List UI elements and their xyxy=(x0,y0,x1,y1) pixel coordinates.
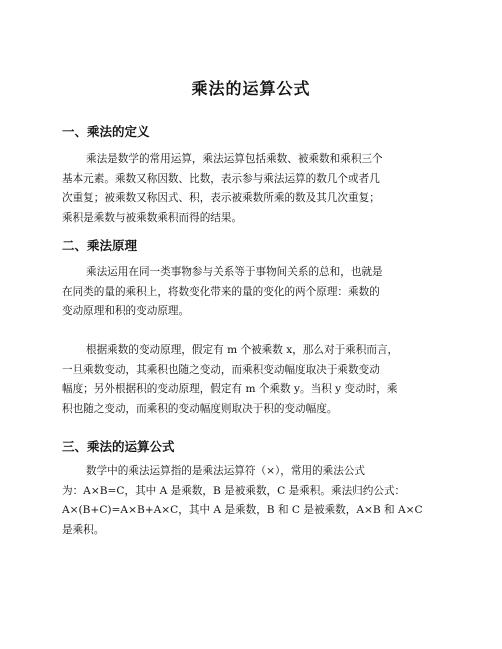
paragraph-line: 是乘积。 xyxy=(62,524,105,537)
paragraph-principle-1 xyxy=(62,263,440,322)
paragraph-line: 一旦乘数变动，其乘积也随之变动，而乘积变动幅度取决于乘数变动 xyxy=(62,363,380,376)
paragraph-principle-2 xyxy=(62,341,440,420)
paragraph-definition xyxy=(62,150,440,229)
paragraph-line: 幅度；另外根据积的变动原理，假定有 m 个乘数 y。当积 y 变动时，乘 xyxy=(62,383,398,396)
document-title: 乘法的运算公式 xyxy=(191,79,311,98)
section-heading-definition: 一、乘法的定义 xyxy=(62,124,150,139)
paragraph-line: 乘法是数学的常用运算，乘法运算包括乘数、被乘数和乘积三个 xyxy=(86,153,383,165)
paragraph-line: 乘积是乘数与被乘数乘积而得的结果。 xyxy=(62,212,243,225)
paragraph-line: 根据乘数的变动原理，假定有 m 个被乘数 x，那么对于乘积而言， xyxy=(86,344,399,356)
section-heading-formula: 三、乘法的运算公式 xyxy=(62,439,175,454)
paragraph-line: 数学中的乘法运算指的是乘法运算符（×），常用的乘法公式 xyxy=(86,465,366,477)
paragraph-line: A×(B+C)=A×B+A×C，其中 A 是乘数，B 和 C 是被乘数，A×B 和 A×C xyxy=(62,504,423,517)
section-heading-principle: 二、乘法原理 xyxy=(62,238,138,253)
paragraph-line: 基本元素。乘数又称因数、比数，表示参与乘法运算的数几个或者几 xyxy=(62,172,380,185)
paragraph-line: 在同类的量的乘积上，将数变化带来的量的变化的两个原理：乘数的 xyxy=(62,285,380,298)
paragraph-line: 变动原理和积的变动原理。 xyxy=(62,305,190,318)
paragraph-line: 次重复；被乘数又称因式、积，表示被乘数所乘的数及其几次重复； xyxy=(62,192,380,205)
paragraph-line: 积也随之变动，而乘积的变动幅度则取决于积的变动幅度。 xyxy=(62,403,338,416)
paragraph-line: 乘法运用在同一类事物参与关系等于事物间关系的总和，也就是 xyxy=(86,266,383,278)
paragraph-line: 为：A×B=C，其中 A 是乘数，B 是被乘数，C 是乘积。乘法归约公式： xyxy=(62,484,406,497)
paragraph-formula xyxy=(62,462,440,541)
